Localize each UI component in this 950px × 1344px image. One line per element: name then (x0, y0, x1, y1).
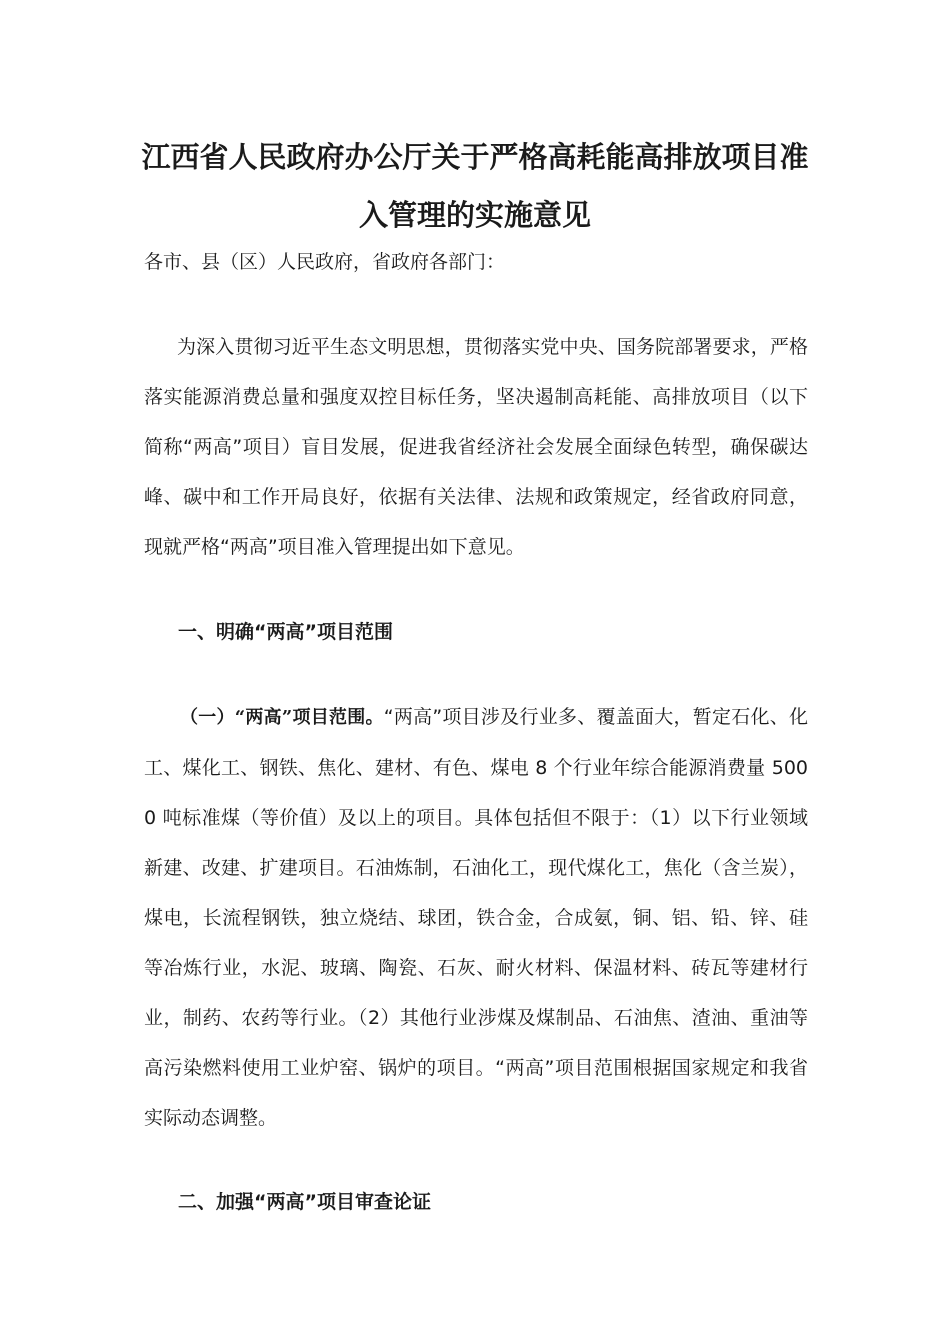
subsection-label: （一）“两高”项目范围。 (180, 707, 384, 728)
document-title: 江西省人民政府办公厅关于严格高耗能高排放项目准入管理的实施意见 (141, 140, 809, 232)
subsection-text: “两高”项目涉及行业多、覆盖面大，暂定石化、化工、煤化工、钢铁、焦化、建材、有色、煤电 8 个行业年综合能源消费量 5000 吨标准煤（等价值）及以上的项目。具体包括但不限于：（1）以下行业领域新建、改建、扩建项目。石油炼制，石油化工，现代煤化工，焦化（含兰炭），煤电，长流程钢铁，独立烧结、球团，铁合金，合成氨，铜、铝、铅、锌、硅等冶炼行业，水泥、玻璃、陶瓷、石灰、耐火材料、保温材料、砖瓦等建材行业，制药、农药等行业。（2）其他行业涉煤及煤制品、石油焦、渣油、重油等高污染燃料使用工业炉窑、锅炉的项目。“两高”项目范围根据国家规定和我省实际动态调整。 (144, 706, 808, 1129)
intro-paragraph: 为深入贯彻习近平生态文明思想，贯彻落实党中央、国务院部署要求，严格落实能源消费总量和强度双控目标任务，坚决遏制高耗能、高排放项目（以下简称“两高”项目）盲目发展，促进我省经济社会发展全面绿色转型，确保碳达峰、碳中和工作开局良好，依据有关法律、法规和政策规定，经省政府同意，现就严格“两高”项目准入管理提出如下意见。 (144, 336, 808, 558)
section-1-paragraph (144, 692, 808, 1143)
section-heading-1: 一、明确“两高”项目范围 (178, 621, 393, 643)
section-heading-2: 二、加强“两高”项目审查论证 (178, 1191, 431, 1213)
salutation: 各市、县（区）人民政府，省政府各部门： (144, 251, 506, 273)
